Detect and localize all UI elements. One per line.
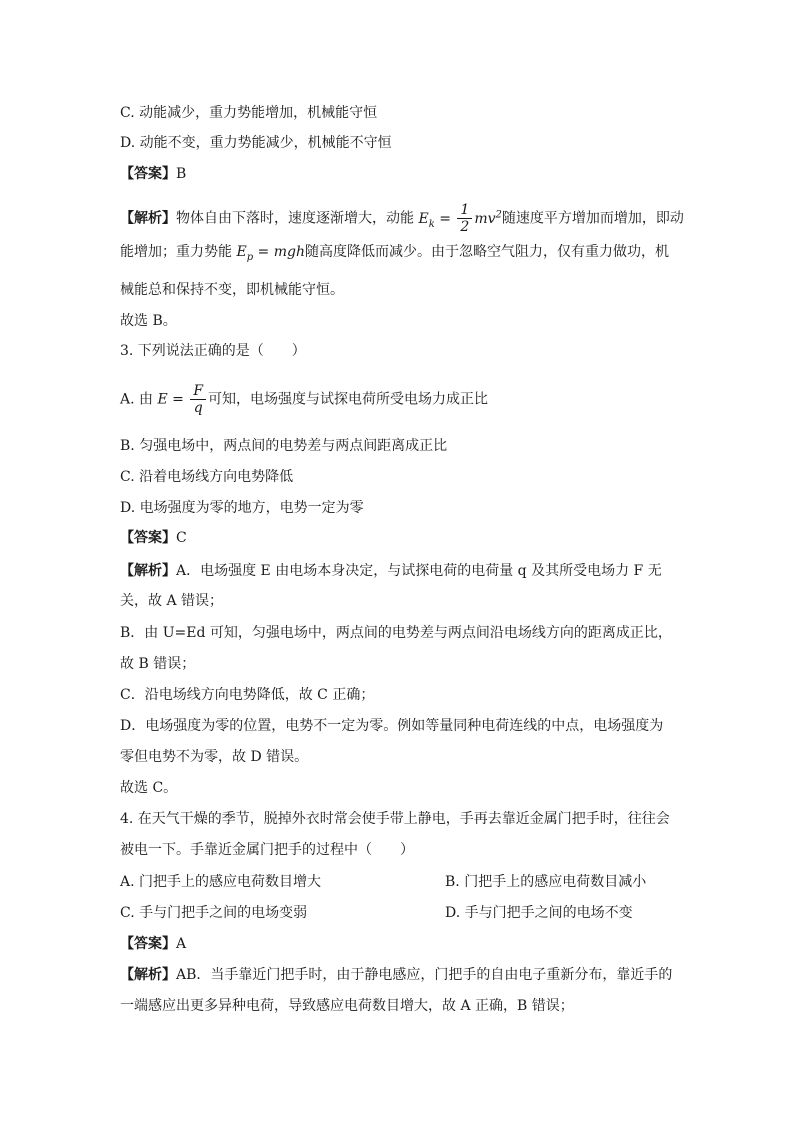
q2-option-d: D. 动能不变，重力势能减少，机械能不守恒 <box>120 135 392 151</box>
analysis-text: 能增加；重力势能 <box>120 244 232 260</box>
answer-value: B <box>176 166 187 182</box>
q4-analysis-line-2: 一端感应出更多异种电荷，导致感应电荷数目增大，故 A 正确，B 错误； <box>120 998 574 1014</box>
answer-tag: 【答案】 <box>120 936 176 952</box>
q3-analysis-line-8: 故选 C。 <box>120 780 178 796</box>
formula-fraction <box>457 203 472 234</box>
formula-rhs-text: mv <box>474 210 496 227</box>
formula-superscript: 2 <box>495 209 502 220</box>
q4-analysis-line-1 <box>120 965 672 985</box>
q2-analysis-line-2 <box>120 242 669 262</box>
q3-option-d: D. 电场强度为零的地方，电势一定为零 <box>120 500 364 516</box>
q4-answer <box>120 934 186 954</box>
analysis-text: 物体自由下落时，速度逐渐增大，动能 <box>176 210 414 227</box>
formula-rhs-text: mgh <box>273 244 305 260</box>
answer-tag: 【答案】 <box>120 166 176 182</box>
q3-option-c: C. 沿着电场线方向电势降低 <box>120 469 294 485</box>
analysis-text: 随高度降低而减少。由于忽略空气阻力，仅有重力做功，机 <box>305 244 669 260</box>
analysis-text: AB．当手靠近门把手时，由于静电感应，门把手的自由电子重新分布，靠近手的 <box>176 967 673 983</box>
answer-value: A <box>176 936 187 952</box>
q3-analysis-line-2: 关，故 A 错误； <box>120 593 224 609</box>
analysis-tag: 【解析】 <box>120 563 176 579</box>
q3-option-a: A. 由 E = $\frac{F}{q}$ 可知，电场强度与试探电荷所受电场力成正比 <box>120 383 489 416</box>
analysis-text: A．电场强度 E 由电场本身决定，与试探电荷的电荷量 q 及其所受电场力 F 无 <box>176 563 662 579</box>
formula-fraction <box>190 384 206 415</box>
q3-analysis-line-5: C．沿电场线方向电势降低，故 C 正确； <box>120 687 375 703</box>
analysis-tag: 【解析】 <box>120 967 176 983</box>
q4-stem-line-2: 被电一下。手靠近金属门把手的过程中（ ） <box>120 842 414 858</box>
q4-option-d: D. 手与门把手之间的电场不变 <box>445 905 633 921</box>
analysis-text: 随速度平方增加而增加，即动 <box>501 210 684 227</box>
analysis-tag: 【解析】 <box>120 210 176 227</box>
q3-analysis-line-3: B．由 U=Ed 可知，匀强电场中，两点间的电势差与两点间沿电场线方向的距离成正比， <box>120 625 672 641</box>
option-text: A. 由 <box>120 391 154 408</box>
formula-ek: $E_k$ = <box>418 210 451 230</box>
fraction-denominator: q <box>193 400 203 416</box>
formula-subscript: p <box>246 251 254 263</box>
formula-rhs <box>474 211 502 227</box>
q4-option-c: C. 手与门把手之间的电场变弱 <box>120 905 308 921</box>
q4-option-b: B. 门把手上的感应电荷数目减小 <box>445 874 647 890</box>
fraction-numerator: F <box>190 384 206 400</box>
q3-analysis-line-1 <box>120 561 662 581</box>
q2-analysis-line-4: 故选 B。 <box>120 313 177 329</box>
q2-option-c: C. 动能减少，重力势能增加，机械能守恒 <box>120 105 378 121</box>
q3-analysis-line-6: D．电场强度为零的位置，电势不一定为零。例如等量同种电荷连线的中点，电场强度为 <box>120 718 664 734</box>
fraction-denominator: 2 <box>460 219 470 236</box>
q3-stem: 3. 下列说法正确的是（ ） <box>120 343 306 359</box>
answer-tag: 【答案】 <box>120 530 176 546</box>
q2-analysis-line-1 <box>120 201 684 236</box>
q3-answer <box>120 528 187 548</box>
q3-analysis-line-7: 零但电势不为零，故 D 错误。 <box>120 749 309 765</box>
formula-symbol: E <box>236 244 247 260</box>
q3-analysis-line-4: 故 B 错误； <box>120 656 196 672</box>
fraction-numerator: 1 <box>457 203 472 219</box>
option-text: 可知，电场强度与试探电荷所受电场力成正比 <box>208 391 489 408</box>
answer-value: C <box>176 530 187 546</box>
formula-symbol: E <box>157 391 168 408</box>
q4-option-a: A. 门把手上的感应电荷数目增大 <box>120 874 322 890</box>
q2-analysis-line-3: 械能总和保持不变，即机械能守恒。 <box>120 282 344 298</box>
formula-ep: $E_p$ = mgh <box>236 244 305 263</box>
formula-subscript: k <box>428 218 435 230</box>
q4-stem-line-1: 4. 在天气干燥的季节，脱掉外衣时常会使手带上静电，手再去靠近金属门把手时，往往会 <box>120 811 670 827</box>
q3-option-b: B. 匀强电场中，两点间的电势差与两点间距离成正比 <box>120 438 448 454</box>
q2-answer <box>120 164 186 184</box>
formula-symbol: E <box>418 210 429 227</box>
